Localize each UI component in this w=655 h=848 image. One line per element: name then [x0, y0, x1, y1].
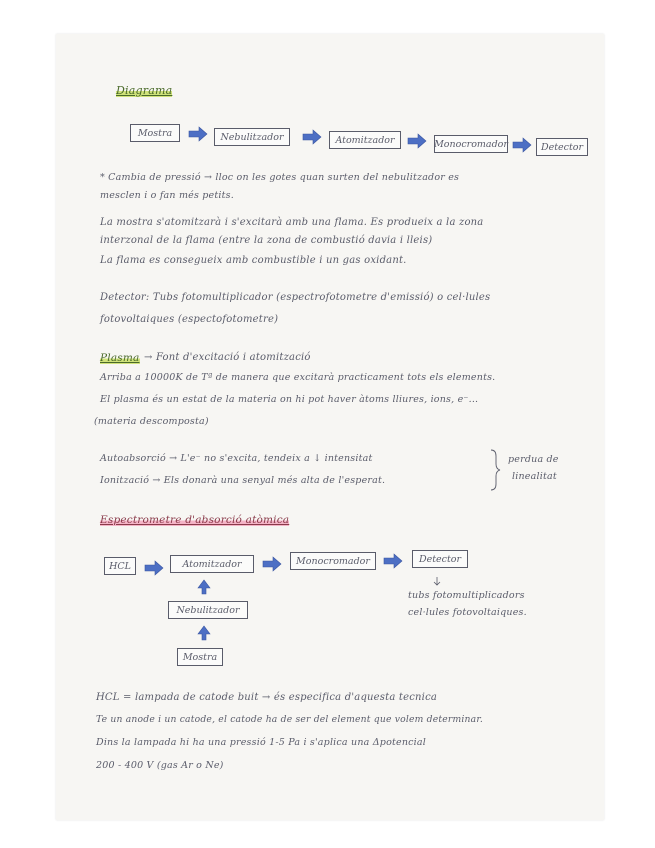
- note-line: perdua de: [508, 454, 559, 465]
- arrow-icon: [408, 134, 426, 148]
- arrow-icon: [513, 138, 531, 152]
- plasma-label: Plasma: [100, 352, 140, 364]
- box-monocromador: Monocromador: [434, 135, 508, 153]
- note-line: → Font d'excitació i atomització: [144, 352, 311, 363]
- diagrama-title: Diagrama: [116, 84, 173, 97]
- box-detector: Detector: [412, 550, 468, 568]
- note-line: interzonal de la flama (entre la zona de combustió davia i lleis): [100, 235, 433, 246]
- note-line: El plasma és un estat de la materia on hi pot haver àtoms lliures, ions, e⁻...: [100, 394, 479, 405]
- arrow-icon: [303, 130, 321, 144]
- box-hcl: HCL: [104, 557, 136, 575]
- note-line: 200 - 400 V (gas Ar o Ne): [96, 760, 224, 771]
- box-monocromador: Monocromador: [290, 552, 376, 570]
- note-line: mesclen i o fan més petits.: [100, 190, 234, 201]
- note-line: tubs fotomultiplicadors: [408, 590, 525, 601]
- notebook-page: [56, 34, 604, 820]
- box-detector: Detector: [536, 138, 588, 156]
- arrow-icon: [145, 561, 163, 575]
- arrow-up-icon: [198, 626, 210, 640]
- note-line: La mostra s'atomitzarà i s'excitarà amb una flama. Es produeix a la zona: [100, 217, 484, 228]
- section-title: Espectrometre d'absorció atòmica: [100, 514, 290, 526]
- box-mostra: Mostra: [130, 124, 180, 142]
- arrow-icon: [263, 557, 281, 571]
- note-line: Detector: Tubs fotomultiplicador (espectrofotometre d'emissió) o cel·lules: [100, 292, 491, 303]
- note-line: (materia descomposta): [94, 416, 209, 427]
- box-atomitzador: Atomitzador: [170, 555, 254, 573]
- box-mostra: Mostra: [177, 648, 223, 666]
- note-line: cel·lules fotovoltaiques.: [408, 607, 527, 618]
- box-nebulitzador: Nebulitzador: [168, 601, 248, 619]
- note-line: linealitat: [512, 471, 557, 482]
- brace-icon: [491, 450, 500, 490]
- note-line: Dins la lampada hi ha una pressió 1-5 Pa i s'aplica una Δpotencial: [96, 737, 427, 748]
- note-line: HCL = lampada de catode buit → és especifica d'aquesta tecnica: [96, 692, 438, 703]
- arrow-icon: [384, 554, 402, 568]
- box-nebulitzador: Nebulitzador: [214, 128, 290, 146]
- note-line: fotovoltaiques (espectofotometre): [100, 314, 279, 325]
- note-line: Ionització → Els donarà una senyal més alta de l'esperat.: [100, 475, 386, 486]
- box-atomitzador: Atomitzador: [329, 131, 401, 149]
- note-line: Autoabsorció → L'e⁻ no s'excita, tendeix a ↓ intensitat: [100, 453, 373, 464]
- note-line: La flama es consegueix amb combustible i un gas oxidant.: [100, 255, 407, 266]
- note-line: Arriba a 10000K de Tª de manera que excitarà practicament tots els elements.: [100, 372, 496, 383]
- arrow-icon: [189, 127, 207, 141]
- arrow-up-icon: [198, 580, 210, 594]
- note-line: Te un anode i un catode, el catode ha de ser del element que volem determinar.: [96, 714, 484, 725]
- note-line: * Cambia de pressió → lloc on les gotes quan surten del nebulitzador es: [100, 172, 460, 183]
